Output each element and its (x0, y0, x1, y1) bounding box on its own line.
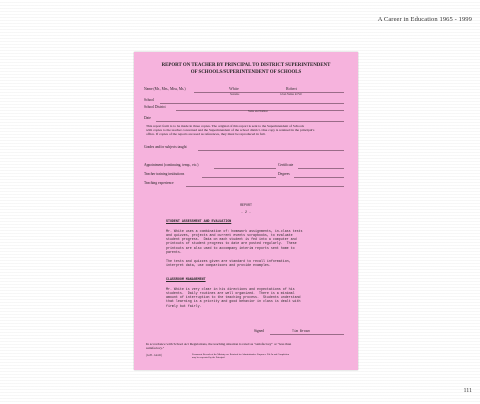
fine-print-line-2: may be requested by the Principal. (192, 356, 226, 359)
form-title-line-1: REPORT ON TEACHER BY PRINCIPAL TO DISTRICT SUPERINTENDENT (161, 63, 331, 68)
signature-line (270, 334, 344, 335)
instructions-line-2: with copies to the teacher concerned and the Superintendent of the school district. One copy is retained in the principal's (146, 128, 315, 133)
form-code: (Gr.B - Gnd.R) (146, 354, 162, 357)
date-line (156, 121, 344, 122)
grades-label: Grades and/or subjects taught (144, 145, 187, 149)
experience-line (186, 186, 344, 187)
signed-label: Signed (254, 329, 264, 333)
report-page-number: - 2 - (241, 210, 251, 214)
classroom-line-4: that learning is a priority and good behavior in class is dealt with (166, 299, 301, 304)
school-district-label: School District (144, 105, 166, 109)
teacher-report-form (134, 52, 358, 370)
page-number: 111 (463, 388, 472, 394)
certificate-label: Certificate (278, 163, 294, 167)
district-caption: Name and Number (248, 110, 268, 113)
assessment-line-4: printouts of student progress to date are posted regularly. These (166, 241, 297, 246)
assessment-line-5: printouts are also used to accompany interim reports sent home to (166, 245, 295, 250)
certificate-line (298, 168, 344, 169)
assessment-line-6: parents. (166, 249, 182, 254)
rating-note (146, 342, 291, 350)
assessment-paragraph-b (166, 259, 291, 267)
surname-caption: Surname (230, 93, 240, 96)
assessment-b-line-1: The tests and quizzes given are standard to recall information, (166, 259, 291, 263)
name-given: Robert (286, 86, 297, 91)
fine-print-line-1: Permanent Records of the Ministry are Retained for Administrative Purposes. File In and Completion (192, 353, 290, 356)
assessment-line-3: student progress. Data on each student is fed into a computer and (166, 237, 297, 242)
name-label: Name (Mr., Mrs., Miss, Ms.) (144, 87, 186, 91)
classroom-paragraph (166, 287, 301, 308)
classroom-line-2: students. Daily routines are well organized. There is a minimal (166, 291, 295, 296)
instructions-line-3: office. If copies of the reports are used as references, they must be reproduced in full. (146, 132, 266, 137)
fine-print (192, 353, 289, 359)
school-label: School (144, 98, 154, 102)
classroom-line-5: firmly but fairly. (166, 303, 202, 308)
appointment-label: Appointment (continuing, temp., etc.) (144, 163, 199, 167)
degrees-label: Degrees (278, 172, 290, 176)
section-heading-classroom: CLASSROOM MANAGEMENT (166, 277, 206, 281)
section-heading-assessment: STUDENT ASSESSMENT AND EVALUATION (166, 219, 232, 223)
teacher-training-line (202, 177, 276, 178)
report-heading: REPORT (240, 203, 252, 207)
school-line (160, 103, 344, 104)
form-title-line-2: OF SCHOOLS/SUPERINTENDENT OF SCHOOLS (190, 70, 302, 75)
assessment-line-2: and quizzes, projects and current events scrapbooks, to evaluate (166, 233, 293, 238)
rating-note-line-2: satisfactory." (146, 346, 165, 351)
date-label: Date (144, 116, 151, 120)
grades-line (198, 150, 344, 151)
instructions-line-1: This report form is to be made in three copies. The original of this report is sent to the Superintendent of Schools (146, 124, 304, 128)
degrees-line (294, 177, 344, 178)
running-head: A Career in Education 1965 - 1999 (377, 16, 472, 23)
assessment-line-1: Mr. White uses a combination of: homework assignments, in-class tests (166, 229, 303, 233)
experience-label: Teaching experience (144, 181, 174, 185)
rating-note-line-1: In accordance with School Act Regulations, the teaching situation is rated as "satisfactory" or "less than (146, 342, 292, 346)
assessment-b-line-2: interpret data, use comparisons and provide examples. (166, 263, 271, 268)
appointment-line (214, 168, 276, 169)
signed-value: Tim Brown (292, 329, 310, 333)
classroom-line-3: amount of interruption to the teaching process. Students understand (166, 295, 301, 300)
given-caption: Given Names in Full (280, 93, 302, 96)
name-surname: White (229, 86, 239, 91)
classroom-line-1: Mr. White is very clear in his directions and expectations of his (166, 287, 295, 291)
assessment-paragraph (166, 229, 303, 254)
name-line (194, 92, 344, 93)
teacher-training-label: Teacher training institutions (144, 172, 185, 176)
instructions (146, 124, 314, 137)
